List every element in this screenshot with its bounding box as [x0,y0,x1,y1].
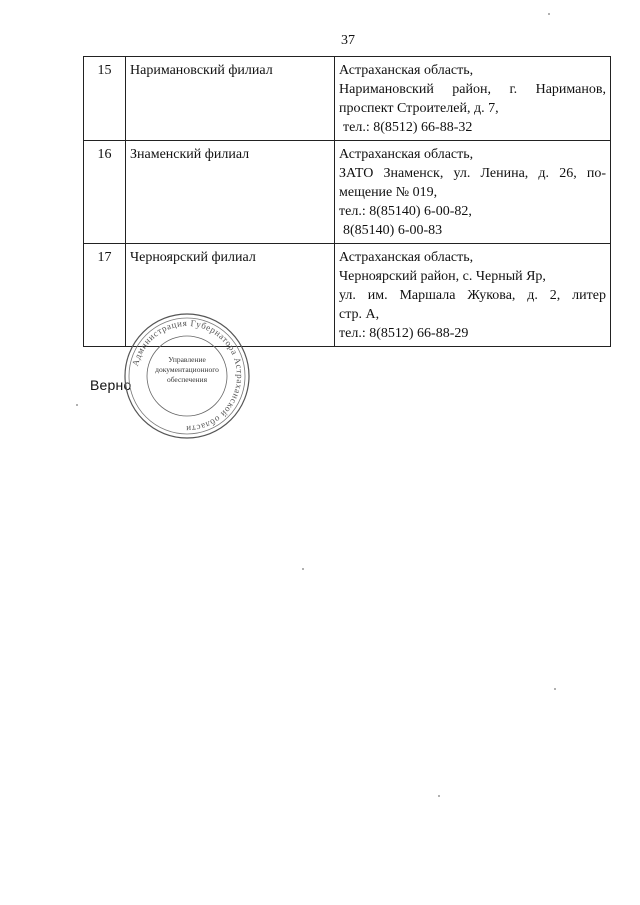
address-line: ЗАТО Знаменск, ул. Ленина, д. 26, по- [339,166,606,181]
scan-speck [302,568,304,570]
branch-address [335,57,611,141]
certified-label: Верно [90,377,132,393]
address-line: Наримановский район, г. Нариманов, [339,82,606,97]
scan-speck [554,688,556,690]
branch-name: Наримановский филиал [126,57,335,141]
scan-speck [76,404,78,406]
address-line: ул. им. Маршала Жукова, д. 2, литер [339,288,606,303]
address-line: Астраханская область, [339,147,474,162]
address-line: мещение № 019, [339,185,438,200]
table-row [84,57,611,141]
seal-center-text: Управление документационного обеспечения [155,355,219,384]
address-line: проспект Строителей, д. 7, [339,101,499,116]
table-row [84,141,611,244]
address-line: тел.: 8(8512) 66-88-29 [339,326,469,341]
address-line: стр. А, [339,307,380,322]
branch-name: Знаменский филиал [126,141,335,244]
branches-table [83,56,611,347]
address-line: 8(85140) 6-00-83 [343,223,443,238]
official-seal [122,311,252,441]
row-number: 16 [84,141,126,244]
address-line: Астраханская область, [339,63,474,78]
row-number: 15 [84,57,126,141]
branch-address [335,244,611,347]
row-number: 17 [84,244,126,347]
scan-speck [438,795,440,797]
address-line: Астраханская область, [339,250,474,265]
branch-address [335,141,611,244]
address-line: Черноярский район, с. Черный Яр, [339,269,546,284]
address-line: тел.: 8(8512) 66-88-32 [343,120,473,135]
seal-ring-text: Администрация Губернатора Астраханской области [130,317,246,435]
page-number: 37 [341,33,355,48]
scan-speck [548,13,550,15]
branch-name: Черноярский филиал [126,244,335,347]
address-line: тел.: 8(85140) 6-00-82, [339,204,472,219]
